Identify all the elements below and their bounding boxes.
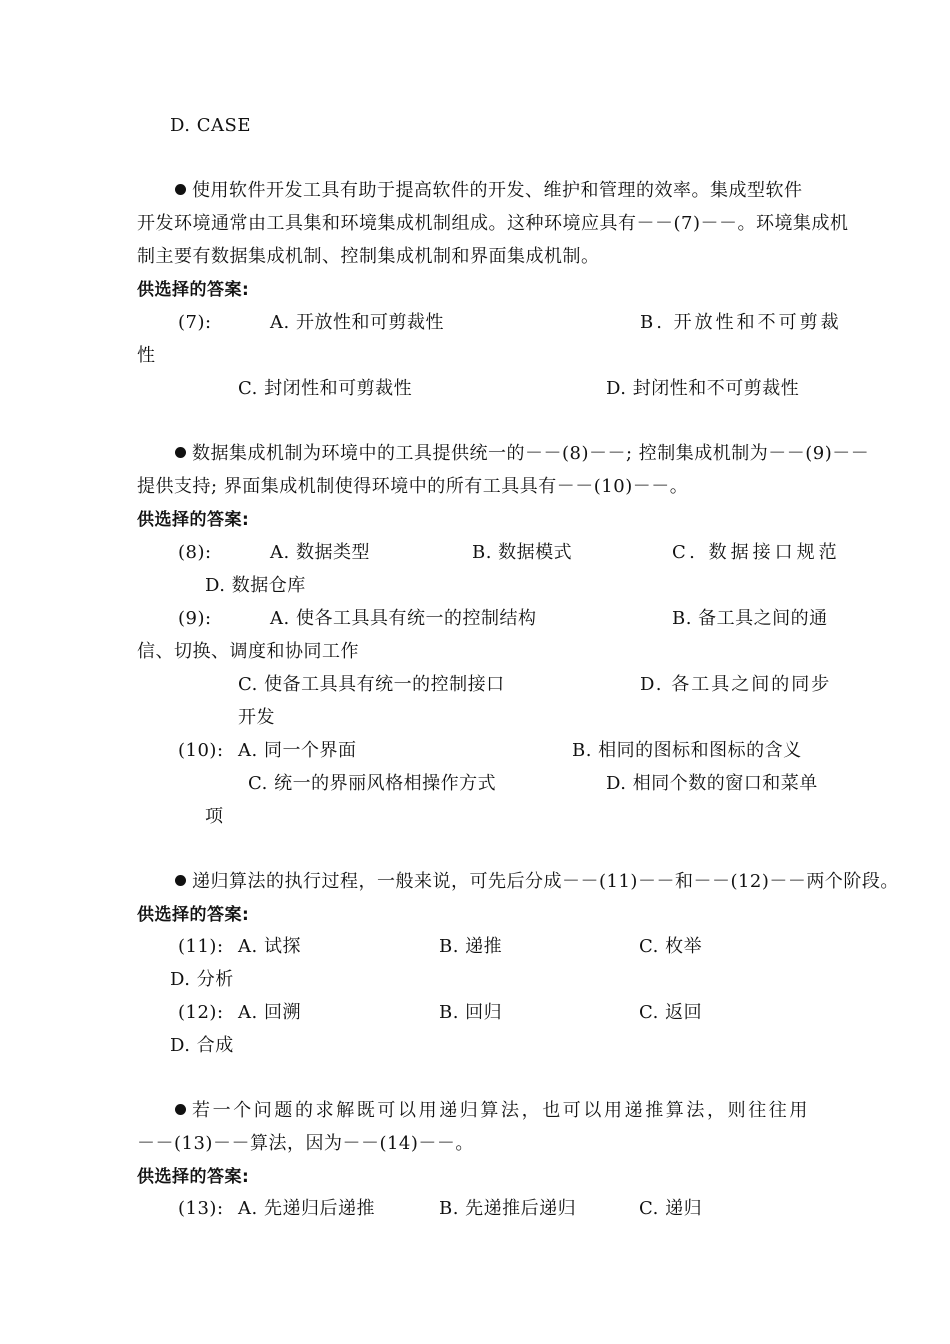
answer-9-option-d: D. 各工具之间的同步 xyxy=(640,674,832,695)
answer-7-option-c: C. 封闭性和可剪裁性 xyxy=(238,378,413,399)
question-13-text-1: 若一个问题的求解既可以用递归算法，也可以用递推算法，则往往用 xyxy=(192,1100,810,1121)
answer-12-number: (12): xyxy=(178,1002,224,1023)
answer-11-number: (11): xyxy=(178,936,224,957)
answer-11-option-d: D. 分析 xyxy=(170,969,234,990)
answers-heading: 供选择的答案: xyxy=(137,905,250,925)
bullet-icon xyxy=(175,184,186,195)
answer-7-number: (7): xyxy=(178,312,212,333)
answer-9-option-d-cont: 开发 xyxy=(238,707,275,728)
answer-10-number: (10): xyxy=(178,740,224,761)
question-7-text-1: 使用软件开发工具有助于提高软件的开发、维护和管理的效率。集成型软件 xyxy=(192,180,803,201)
question-8-line-1 xyxy=(175,443,869,465)
answer-7-option-b-cont: 性 xyxy=(137,345,156,366)
answer-12-option-a: A. 回溯 xyxy=(238,1002,301,1023)
option-d-case: D. CASE xyxy=(170,115,251,136)
answers-heading: 供选择的答案: xyxy=(137,280,250,300)
answer-9-option-a: A. 使各工具具有统一的控制结构 xyxy=(270,608,537,629)
answer-10-option-b: B. 相同的图标和图标的含义 xyxy=(572,740,802,761)
answer-8-option-a: A. 数据类型 xyxy=(270,542,370,563)
answer-11-option-c: C. 枚举 xyxy=(639,936,703,957)
question-7-line-1 xyxy=(175,180,803,202)
answer-12-option-c: C. 返回 xyxy=(639,1002,703,1023)
answer-7-option-d: D. 封闭性和不可剪裁性 xyxy=(606,378,800,399)
question-11-text: 递归算法的执行过程，一般来说，可先后分成－－(11)－－和－－(12)－－两个阶段。 xyxy=(192,871,899,892)
answers-heading: 供选择的答案: xyxy=(137,1167,250,1187)
question-7-line-2: 开发环境通常由工具集和环境集成机制组成。这种环境应具有－－(7)－－。环境集成机 xyxy=(137,213,849,234)
question-8-text-1: 数据集成机制为环境中的工具提供统一的－－(8)－－; 控制集成机制为－－(9)－－ xyxy=(192,443,870,464)
answer-10-option-d-cont: 项 xyxy=(205,806,224,827)
answer-13-option-b: B. 先递推后递归 xyxy=(439,1198,577,1219)
answer-10-option-a: A. 同一个界面 xyxy=(238,740,357,761)
answer-11-option-b: B. 递推 xyxy=(439,936,503,957)
bullet-icon xyxy=(175,447,186,458)
question-13-line-1 xyxy=(175,1100,810,1122)
answer-9-option-b: B. 备工具之间的通 xyxy=(672,608,828,629)
answer-8-option-b: B. 数据模式 xyxy=(472,542,573,563)
answer-9-option-b-cont: 信、切换、调度和协同工作 xyxy=(137,641,359,662)
bullet-icon xyxy=(175,1104,186,1115)
answer-8-number: (8): xyxy=(178,542,212,563)
answer-11-option-a: A. 试探 xyxy=(238,936,301,957)
answer-8-option-c: C. 数据接口规范 xyxy=(672,542,841,563)
question-13-line-2: －－(13)－－算法，因为－－(14)－－。 xyxy=(137,1133,474,1154)
question-7-line-3: 制主要有数据集成机制、控制集成机制和界面集成机制。 xyxy=(137,246,600,267)
answer-12-option-b: B. 回归 xyxy=(439,1002,503,1023)
answer-8-option-d: D. 数据仓库 xyxy=(205,575,306,596)
answer-7-option-b: B. 开放性和不可剪裁 xyxy=(640,312,842,333)
question-11-line xyxy=(175,871,899,893)
answer-9-number: (9): xyxy=(178,608,212,629)
bullet-icon xyxy=(175,875,186,886)
answer-10-option-c: C. 统一的界丽风格相操作方式 xyxy=(248,773,497,794)
answer-13-option-a: A. 先递归后递推 xyxy=(238,1198,375,1219)
answer-13-option-c: C. 递归 xyxy=(639,1198,703,1219)
answers-heading: 供选择的答案: xyxy=(137,510,250,530)
answer-12-option-d: D. 合成 xyxy=(170,1035,234,1056)
answer-9-option-c: C. 使备工具具有统一的控制接口 xyxy=(238,674,505,695)
answer-10-option-d: D. 相同个数的窗口和菜单 xyxy=(606,773,818,794)
answer-13-number: (13): xyxy=(178,1198,224,1219)
answer-7-option-a: A. 开放性和可剪裁性 xyxy=(270,312,444,333)
question-8-line-2: 提供支持; 界面集成机制使得环境中的所有工具具有－－(10)－－。 xyxy=(137,476,689,497)
